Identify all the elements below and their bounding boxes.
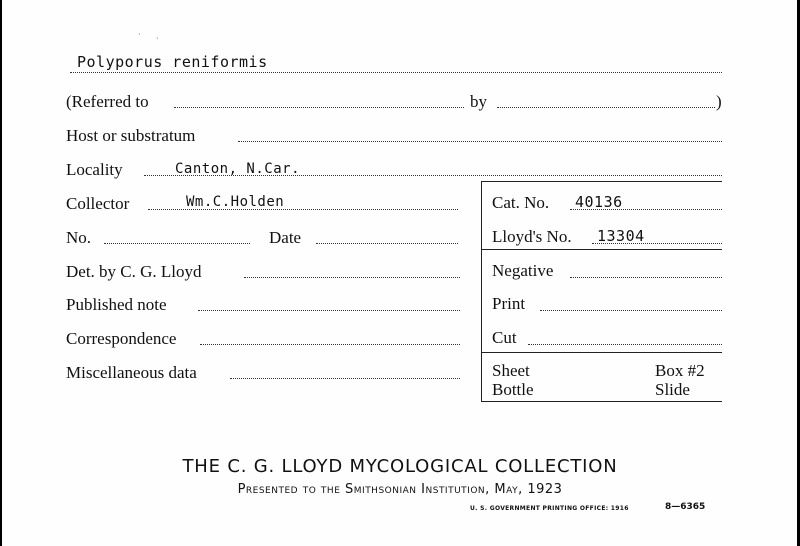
negative-label: Negative bbox=[492, 261, 554, 280]
catalog-box-top-border bbox=[481, 181, 722, 182]
collector-value: Wm.C.Holden bbox=[186, 194, 285, 210]
speck-mark: · bbox=[156, 34, 159, 43]
no-label: No. bbox=[66, 228, 92, 247]
negative-field[interactable] bbox=[570, 277, 722, 278]
locality-value: Canton, N.Car. bbox=[175, 161, 301, 177]
by-field[interactable] bbox=[497, 107, 715, 108]
catalog-box-divider-lower bbox=[481, 352, 722, 353]
misc-label: Miscellaneous data bbox=[66, 363, 197, 382]
published-label: Published note bbox=[66, 295, 167, 314]
cut-label: Cut bbox=[492, 328, 517, 347]
locality-field[interactable] bbox=[144, 175, 722, 176]
correspondence-label: Correspondence bbox=[66, 329, 177, 348]
catalog-box-bottom-border bbox=[481, 401, 722, 402]
print-field[interactable] bbox=[540, 310, 722, 311]
collection-title: THE C. G. LLOYD MYCOLOGICAL COLLECTION bbox=[182, 456, 618, 477]
misc-field[interactable] bbox=[230, 378, 460, 379]
date-field[interactable] bbox=[316, 243, 458, 244]
lloyds-no-label: Lloyd's No. bbox=[492, 227, 572, 246]
species-name: Polyporus reniformis bbox=[77, 53, 268, 71]
referred-to-field[interactable] bbox=[174, 107, 464, 108]
host-label: Host or substratum bbox=[66, 126, 196, 145]
catalog-box-left-border bbox=[481, 181, 482, 401]
cat-no-label: Cat. No. bbox=[492, 193, 550, 212]
collector-label: Collector bbox=[66, 194, 130, 213]
published-field[interactable] bbox=[198, 310, 460, 311]
form-number: 8—6365 bbox=[665, 502, 706, 512]
sheet-label: Sheet bbox=[492, 361, 530, 380]
lloyds-no-field[interactable] bbox=[592, 243, 722, 244]
print-label: Print bbox=[492, 294, 526, 313]
cat-no-value: 40136 bbox=[575, 193, 623, 211]
bottle-label: Bottle bbox=[492, 380, 534, 399]
by-label: by bbox=[470, 92, 487, 111]
locality-label: Locality bbox=[66, 160, 123, 179]
species-line bbox=[70, 72, 722, 73]
referred-to-label: (Referred to bbox=[66, 92, 149, 111]
lloyds-no-value: 13304 bbox=[597, 227, 645, 245]
close-paren: ) bbox=[716, 92, 722, 111]
det-label: Det. by C. G. Lloyd bbox=[66, 262, 202, 281]
det-field[interactable] bbox=[244, 277, 460, 278]
correspondence-field[interactable] bbox=[200, 344, 460, 345]
no-field[interactable] bbox=[104, 243, 250, 244]
collector-field[interactable] bbox=[148, 209, 458, 210]
speck-mark: · bbox=[138, 30, 141, 39]
collection-subtitle bbox=[0, 482, 800, 497]
box-label: Box #2 bbox=[655, 361, 705, 380]
cut-field[interactable] bbox=[528, 344, 722, 345]
catalog-box-divider bbox=[481, 249, 722, 250]
host-field[interactable] bbox=[238, 141, 722, 142]
collection-subtitle-text: Presented to the Smithsonian Institution, May, 1923 bbox=[237, 482, 563, 497]
slide-label: Slide bbox=[655, 380, 690, 399]
printer-imprint: U. S. GOVERNMENT PRINTING OFFICE: 1916 bbox=[470, 505, 629, 512]
cat-no-field[interactable] bbox=[570, 209, 722, 210]
date-label: Date bbox=[269, 228, 302, 247]
